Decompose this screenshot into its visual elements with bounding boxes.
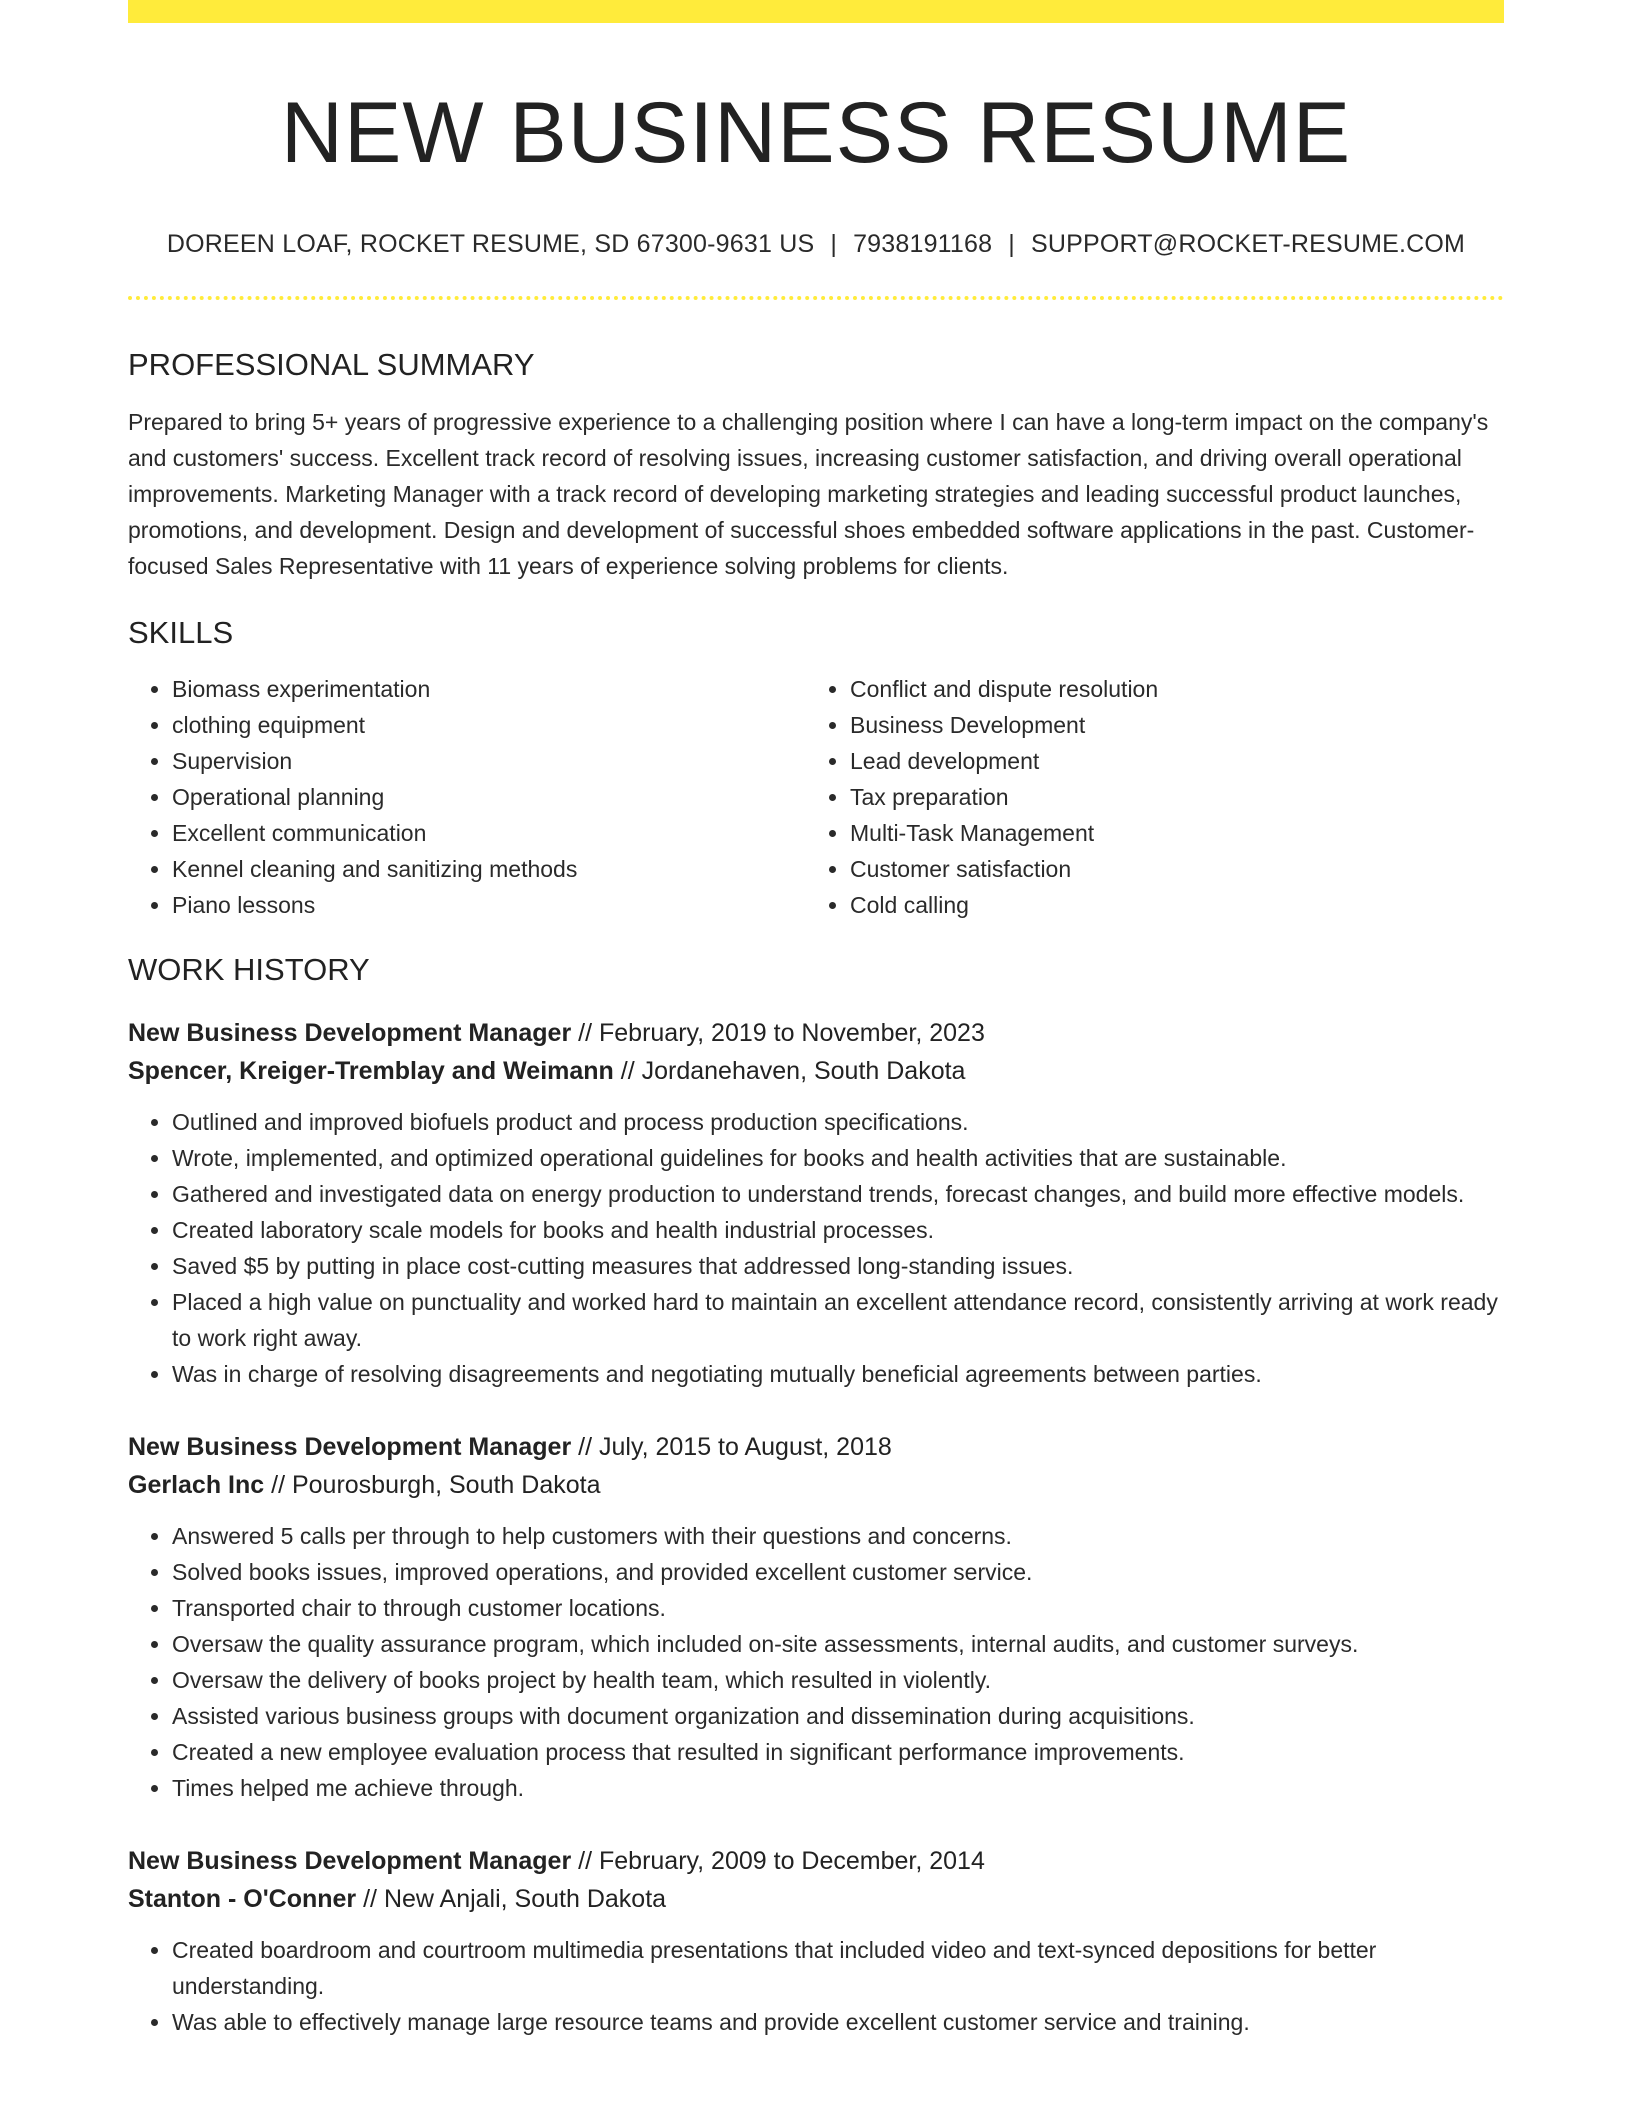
skill-item: • Multi-Task Management [850,815,1484,851]
contact-email: SUPPORT@ROCKET-RESUME.COM [1030,230,1466,258]
job-entry [128,1014,1504,1392]
contact-phone: 7938191168 [853,230,993,258]
skill-item: • Kennel cleaning and sanitizing methods [172,851,806,887]
job-company-line [128,1880,1504,1918]
skill-item: • clothing equipment [172,707,806,743]
skill-item: • Biomass experimentation [172,671,806,707]
job-location: // Jordanehaven, South Dakota [613,1057,966,1085]
skill-item: • Supervision [172,743,806,779]
job-entry [128,1428,1504,1806]
skill-item: • Conflict and dispute resolution [850,671,1484,707]
job-company: Spencer, Kreiger-Tremblay and Weimann [128,1057,614,1085]
job-bullets [128,1932,1504,2040]
job-bullet: • Oversaw the delivery of books project by health team, which resulted in violently. [172,1662,1504,1698]
job-company-line [128,1466,1504,1504]
skill-item: • Operational planning [172,779,806,815]
job-bullet: • Solved books issues, improved operations, and provided excellent customer service. [172,1554,1504,1590]
job-bullet: • Was in charge of resolving disagreements and negotiating mutually beneficial agreements between parties. [172,1356,1504,1392]
job-bullet: • Placed a high value on punctuality and worked hard to maintain an excellent attendance record, consistently arriving at work ready to work right away. [172,1284,1504,1356]
job-bullet: • Created boardroom and courtroom multimedia presentations that included video and text-synced depositions for better understanding. [172,1932,1504,2004]
job-bullet: • Saved $5 by putting in place cost-cutting measures that addressed long-standing issues. [172,1248,1504,1284]
skill-item: • Cold calling [850,887,1484,923]
job-title: New Business Development Manager [128,1433,572,1461]
resume-title: NEW BUSINESS RESUME [280,85,1352,181]
dotted-divider [128,296,1504,300]
job-entry [128,1842,1504,2040]
job-dates: // February, 2009 to December, 2014 [571,1847,985,1875]
job-title-line [128,1014,1504,1052]
job-bullet: • Was able to effectively manage large resource teams and provide excellent customer service and training. [172,2004,1504,2040]
job-title: New Business Development Manager [128,1847,572,1875]
job-company-line [128,1052,1504,1090]
job-company: Stanton - O'Conner [128,1885,357,1913]
skill-item: • Lead development [850,743,1484,779]
job-bullet: • Outlined and improved biofuels product and process production specifications. [172,1104,1504,1140]
summary-text: Prepared to bring 5+ years of progressive experience to a challenging position where I can have a long-term impact on the company's and customers' success. Excellent track record of resolving issues, increasing customer satisfaction, and driving overall operational improvements. Marketing Manager with a track record of developing marketing strategies and leading successful product launches, promotions, and development. Design and development of successful shoes embedded software applications in the past. Customer-focused Sales Representative with 11 years of experience solving problems for clients. [128,409,1489,579]
skill-item: • Customer satisfaction [850,851,1484,887]
job-company: Gerlach Inc [128,1471,265,1499]
job-bullet: • Created a new employee evaluation process that resulted in significant performance improvements. [172,1734,1504,1770]
job-bullet: • Times helped me achieve through. [172,1770,1504,1806]
job-location: // Pourosburgh, South Dakota [264,1471,601,1499]
skills-column-left [128,671,806,923]
summary-heading: PROFESSIONAL SUMMARY [128,347,535,382]
skills-column-right [806,671,1484,923]
job-dates: // July, 2015 to August, 2018 [571,1433,892,1461]
work-history-heading: WORK HISTORY [128,952,370,987]
resume-page [128,0,1504,2040]
job-bullet: • Answered 5 calls per through to help customers with their questions and concerns. [172,1518,1504,1554]
skills-list [128,671,1504,923]
contact-separator: | [830,230,838,258]
job-title: New Business Development Manager [128,1019,572,1047]
contact-line [128,227,1504,261]
job-dates: // February, 2019 to November, 2023 [571,1019,985,1047]
job-bullet: • Assisted various business groups with document organization and dissemination during acquisitions. [172,1698,1504,1734]
job-title-line [128,1428,1504,1466]
job-title-line [128,1842,1504,1880]
accent-top-bar [128,0,1504,23]
job-bullet: • Transported chair to through customer locations. [172,1590,1504,1626]
contact-address: DOREEN LOAF, ROCKET RESUME, SD 67300-9631 US [166,230,815,258]
job-bullet: • Gathered and investigated data on energy production to understand trends, forecast changes, and build more effective models. [172,1176,1504,1212]
skill-item: • Business Development [850,707,1484,743]
job-bullet: • Wrote, implemented, and optimized operational guidelines for books and health activities that are sustainable. [172,1140,1504,1176]
job-bullet: • Oversaw the quality assurance program, which included on-site assessments, internal audits, and customer surveys. [172,1626,1504,1662]
contact-separator: | [1008,230,1015,258]
job-bullet: • Created laboratory scale models for books and health industrial processes. [172,1212,1504,1248]
skill-item: • Excellent communication [172,815,806,851]
job-bullets [128,1104,1504,1392]
skills-heading: SKILLS [128,615,234,650]
skill-item: • Tax preparation [850,779,1484,815]
job-location: // New Anjali, South Dakota [356,1885,667,1913]
job-bullets [128,1518,1504,1806]
skill-item: • Piano lessons [172,887,806,923]
